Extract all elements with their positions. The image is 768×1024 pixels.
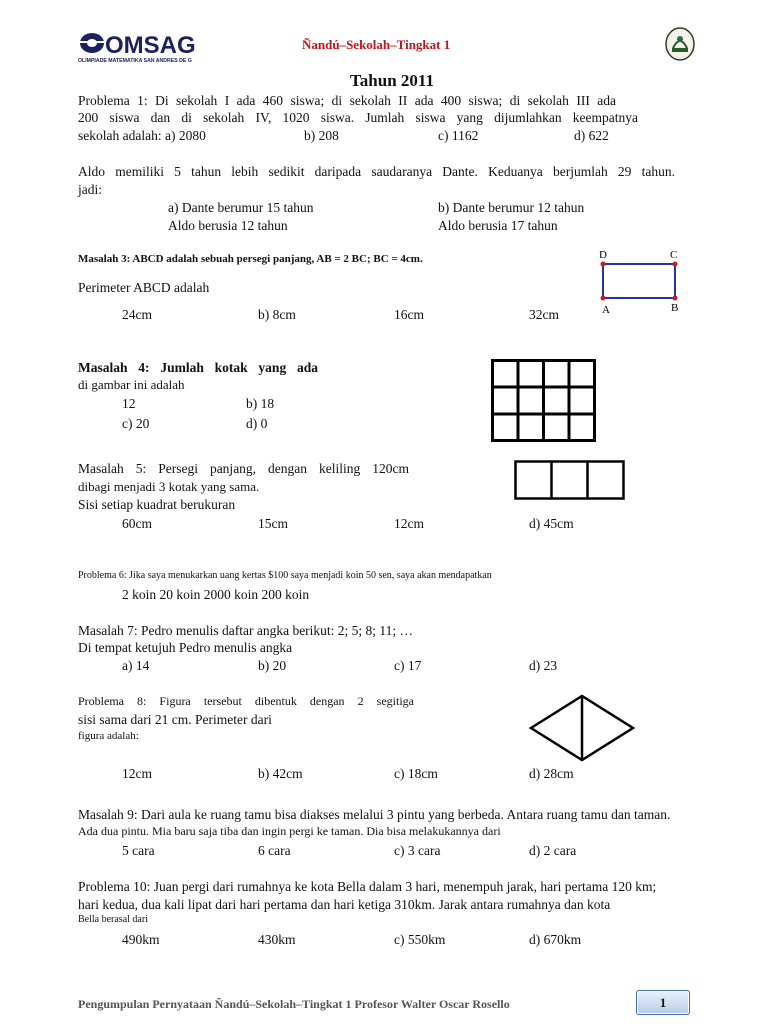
- p4-option-b: b) 18: [246, 396, 275, 411]
- p4-option-d: d) 0: [246, 416, 268, 431]
- p8-line1: Problema 8: Figura tersebut dibentuk dengan 2 segitiga: [78, 694, 414, 708]
- p3-option-a: 24cm: [122, 307, 152, 322]
- p6-line1: Problema 6: Jika saya menukarkan uang kertas $100 saya menjadi koin 50 sen, saya akan mendapatkan: [78, 570, 492, 581]
- p4-line1: Masalah 4: Jumlah kotak yang ada: [78, 360, 318, 375]
- p10-option-b: 430km: [258, 932, 296, 947]
- p1-option-d: d) 622: [574, 128, 609, 143]
- rectangle-abcd-figure: [594, 246, 694, 318]
- p2-line2: jadi:: [78, 182, 102, 197]
- vertex-a-label: A: [602, 304, 610, 316]
- p1-option-c: c) 1162: [438, 128, 479, 143]
- p8-option-c: c) 18cm: [394, 766, 438, 781]
- p3-option-b: b) 8cm: [258, 307, 296, 322]
- page-number: 1: [659, 995, 667, 1010]
- p8-option-d: d) 28cm: [529, 766, 574, 781]
- p3-question: Perimeter ABCD adalah: [78, 280, 210, 295]
- p10-line3: Bella berasal dari: [78, 914, 148, 925]
- p7-option-d: d) 23: [529, 658, 558, 673]
- p5-option-d: d) 45cm: [529, 516, 574, 531]
- p8-line2: sisi sama dari 21 cm. Perimeter dari: [78, 712, 272, 727]
- p10-option-c: c) 550km: [394, 932, 446, 947]
- p1-option-b: b) 208: [304, 128, 339, 143]
- page-title: Tahun 2011: [350, 71, 434, 90]
- p9-line2: Ada dua pintu. Mia baru saja tiba dan ingin pergi ke taman. Dia bisa melakukannya dari: [78, 824, 501, 838]
- p3-option-d: 32cm: [529, 307, 559, 322]
- p2-option-a-line1: a) Dante berumur 15 tahun: [168, 200, 314, 215]
- three-squares-figure: [514, 460, 626, 500]
- p2-line1: Aldo memiliki 5 tahun lebih sedikit daripada saudaranya Dante. Keduanya berjumlah 29 tahun.: [78, 164, 675, 179]
- header-title: Ñandú–Sekolah–Tingkat 1: [302, 37, 451, 52]
- omsag-logo: [78, 30, 200, 64]
- p10-line2: hari kedua, dua kali lipat dari hari pertama dan hari ketiga 310km. Jarak antara rumahnya dan kota: [78, 897, 611, 912]
- p9-option-b: 6 cara: [258, 843, 291, 858]
- p3-heading: Masalah 3: ABCD adalah sebuah persegi panjang, AB = 2 BC; BC = 4cm.: [78, 253, 423, 265]
- p4-option-c: c) 20: [122, 416, 150, 431]
- p5-option-c: 12cm: [394, 516, 424, 531]
- vertex-d-label: D: [599, 249, 607, 261]
- p2-option-b-line2: Aldo berusia 17 tahun: [438, 218, 558, 233]
- p6-answers: 2 koin 20 koin 2000 koin 200 koin: [122, 587, 310, 602]
- p5-line3: Sisi setiap kuadrat berukuran: [78, 497, 236, 512]
- p9-line1: Masalah 9: Dari aula ke ruang tamu bisa diakses melalui 3 pintu yang berbeda. Antara ruang tamu dan taman.: [78, 807, 671, 822]
- p7-option-a: a) 14: [122, 658, 150, 673]
- p7-option-c: c) 17: [394, 658, 422, 673]
- logo-subtitle: OLIMPIADE MATEMATIKA SAN ANDRES DE G: [78, 58, 192, 64]
- p7-option-b: b) 20: [258, 658, 287, 673]
- p5-option-b: 15cm: [258, 516, 288, 531]
- p1-line2: 200 siswa dan di sekolah IV, 1020 siswa. Jumlah siswa yang dijumlahkan keempatnya: [78, 110, 638, 125]
- p7-line1: Masalah 7: Pedro menulis daftar angka berikut: 2; 5; 8; 11; …: [78, 623, 414, 638]
- logo-text: OMSAG: [105, 32, 196, 59]
- p1-option-a: sekolah adalah: a) 2080: [78, 128, 206, 143]
- grid-figure: [491, 359, 596, 442]
- p10-option-a: 490km: [122, 932, 160, 947]
- vertex-c-label: C: [670, 249, 678, 261]
- p5-line2: dibagi menjadi 3 kotak yang sama.: [78, 479, 260, 494]
- p4-option-a: 12: [122, 396, 136, 411]
- rhombus-figure: [528, 694, 636, 766]
- p9-option-a: 5 cara: [122, 843, 155, 858]
- vertex-b-label: B: [671, 302, 679, 314]
- p2-option-a-line2: Aldo berusia 12 tahun: [168, 218, 288, 233]
- p7-line2: Di tempat ketujuh Pedro menulis angka: [78, 640, 293, 655]
- p9-option-d: d) 2 cara: [529, 843, 577, 858]
- page-number-badge: [636, 990, 690, 1015]
- p8-option-a: 12cm: [122, 766, 152, 781]
- p4-line2: di gambar ini adalah: [78, 377, 185, 392]
- p3-option-c: 16cm: [394, 307, 424, 322]
- p5-line1: Masalah 5: Persegi panjang, dengan keliling 120cm: [78, 461, 409, 476]
- p8-line3: figura adalah:: [78, 730, 139, 742]
- p10-option-d: d) 670km: [529, 932, 582, 947]
- p2-option-b-line1: b) Dante berumur 12 tahun: [438, 200, 585, 215]
- p10-line1: Problema 10: Juan pergi dari rumahnya ke kota Bella dalam 3 hari, menempuh jarak, hari pertama 120 km;: [78, 879, 657, 894]
- p9-option-c: c) 3 cara: [394, 843, 441, 858]
- omsag-logo-graphic: [78, 30, 200, 64]
- footer-text: Pengumpulan Pernyataan Ñandú–Sekolah–Tingkat 1 Profesor Walter Oscar Rosello: [78, 997, 510, 1011]
- p1-line1: Problema 1: Di sekolah I ada 460 siswa; di sekolah II ada 400 siswa; di sekolah III ada: [78, 93, 616, 108]
- p5-option-a: 60cm: [122, 516, 152, 531]
- emblem-icon: [664, 26, 696, 62]
- p8-option-b: b) 42cm: [258, 766, 303, 781]
